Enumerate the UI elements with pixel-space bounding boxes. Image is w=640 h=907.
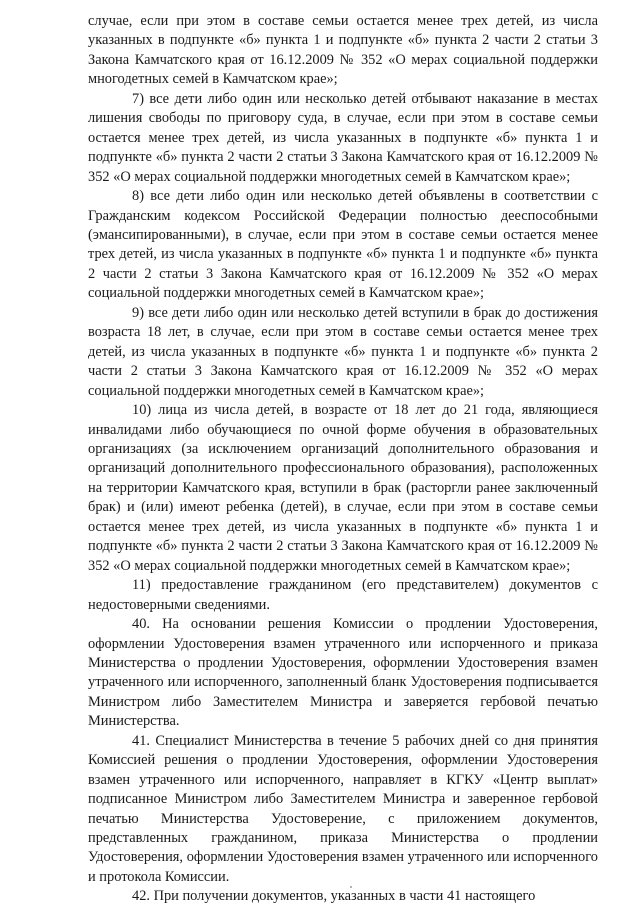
- paragraph-subitem-8: 8) все дети либо один или несколько детей объявлены в соответствии с Гражданским кодексом Российской Федерации полностью дееспособными (эмансипированными), в случае, если при этом в составе семьи остается менее трех детей, из числа указанных в подпункте «б» пункта 1 и подпункте «б» пункта 2 части 2 статьи 3 Закона Камчатского края от 16.12.2009 № 352 «О мерах социальной поддержки многодетных семей в Камчатском крае»;: [88, 188, 598, 302]
- paragraph-subitem-11: 11) предоставление гражданином (его представителем) документов с недостоверными сведениями.: [88, 577, 598, 613]
- paragraph-section-42-start: 42. При получении документов, указанных в части 41 настоящего: [132, 888, 536, 905]
- paragraph-section-41: 41. Специалист Министерства в течение 5 рабочих дней со дня принятия Комиссией решения о продлении Удостоверения, оформлении Удостоверения взамен утраченного или испорченного, направляет в КГКУ «Центр выплат» подписанное Министром либо Заместителем Министра и заверенное гербовой печатью Министерства Удостоверение, с приложением документов, представленных гражданином, приказа Министерства о продлении Удостоверения, оформлении Удостоверения взамен утраченного или испорченного и протокола Комиссии.: [88, 732, 598, 885]
- paragraph-section-40: 40. На основании решения Комиссии о продлении Удостоверения, оформлении Удостоверения взамен утраченного или испорченного и приказа Министерства о продлении Удостоверения, оформлении Удостоверения взамен утраченного или испорченного, заполненный бланк Удостоверения подписывается Министром либо Заместителем Министра и заверяется гербовой печатью Министерства.: [88, 616, 598, 730]
- scan-speck: [350, 886, 352, 888]
- paragraph-subitem-10: 10) лица из числа детей, в возрасте от 18 лет до 21 года, являющиеся инвалидами либо обучающиеся по очной форме обучения в образовательных организациях (за исключением организаций дополнительного образования и организаций дополнительного профессионального образования), расположенных на территории Камчатского края, вступили в брак (расторгли ранее заключенный брак) и (или) имеют ребенка (детей), в случае, если при этом в составе семьи остается менее трех детей, из числа указанных в подпункте «б» пункта 1 и подпункте «б» пункта 2 части 2 статьи 3 Закона Камчатского края от 16.12.2009 № 352 «О мерах социальной поддержки многодетных семей в Камчатском крае»;: [88, 402, 598, 574]
- document-page: [88, 12, 598, 907]
- paragraph-subitem-7: 7) все дети либо один или несколько детей отбывают наказание в местах лишения свободы по приговору суда, в случае, если при этом в составе семьи остается менее трех детей, из числа указанных в подпункте «б» пункта 1 и подпункте «б» пункта 2 части 2 статьи 3 Закона Камчатского края от 16.12.2009 № 352 «О мерах социальной поддержки многодетных семей в Камчатском крае»;: [88, 90, 598, 185]
- paragraph-subitem-9: 9) все дети либо один или несколько детей вступили в брак до достижения возраста 18 лет, в случае, если при этом в составе семьи остается менее трех детей, из числа указанных в подпункте «б» пункта 1 и подпункте «б» пункта 2 части 2 статьи 3 Закона Камчатского края от 16.12.2009 № 352 «О мерах социальной поддержки многодетных семей в Камчатском крае»;: [88, 304, 598, 399]
- paragraph-subitem-6-continuation: случае, если при этом в составе семьи остается менее трех детей, из числа указанных в подпункте «б» пункта 1 и подпункте «б» пункта 2 части 2 статьи 3 Закона Камчатского края от 16.12.2009 № 352 «О мерах социальной поддержки многодетных семей в Камчатском крае»;: [88, 13, 598, 88]
